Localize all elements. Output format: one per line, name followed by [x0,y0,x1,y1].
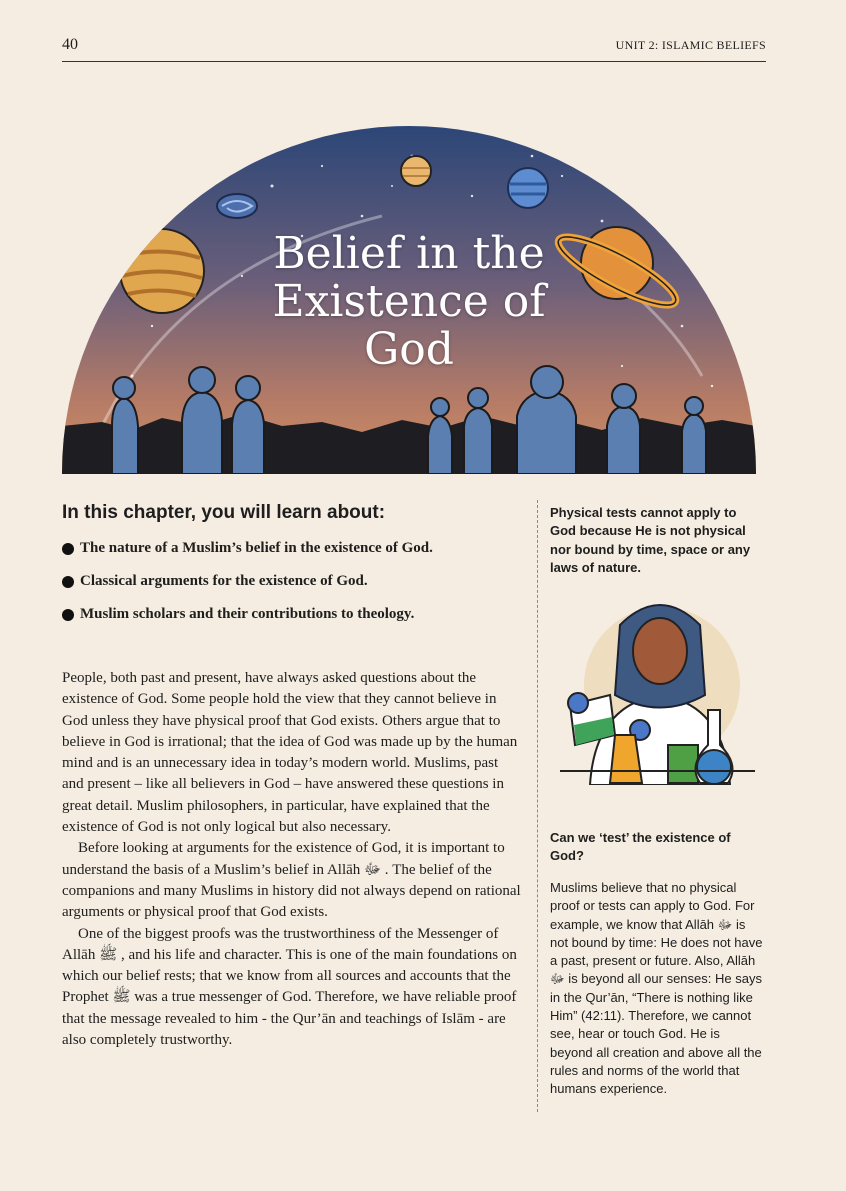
scientist-icon [550,585,755,785]
chapter-title [62,230,756,374]
planet-blue-icon [508,168,548,208]
hero-illustration [62,126,756,474]
scientist-illustration [550,585,755,785]
sidebar-callout: Physical tests cannot apply to God because He is not physical nor bound by time, space or any laws of nature. [550,505,751,575]
objective-text: Classical arguments for the existence of God. [80,573,368,589]
body-paragraph: People, both past and present, have always asked questions about the existence of God. Some people hold the view that they cannot believe in God unless they have physical proof that God exists. Others argue that to believe in God is irrational; that the idea of God was made up by the human mind and is an unnecessary idea in today’s modern world. Muslims, past and present – like all believers in God – have answered these questions in great detail. Muslim philosophers, in particular, have explained that the existence of God is not only logical but also necessary. [62,670,518,836]
chapter-title-line: God [364,324,454,375]
tree-line [62,414,756,474]
objective-text: The nature of a Muslim’s belief in the existence of God. [80,540,433,556]
bullet-icon [62,576,74,588]
column-divider [537,500,538,1112]
list-item [62,540,433,573]
unit-title: UNIT 2: ISLAMIC BELIEFS [615,38,766,52]
header-rule [62,61,766,62]
learning-objectives-heading: In this chapter, you will learn about: [62,502,386,523]
bullet-icon [62,609,74,621]
list-item [62,606,433,639]
sidebar-question: Can we ‘test’ the existence of God? [550,830,731,864]
planet-small-icon [401,156,431,186]
objective-text: Muslim scholars and their contributions to theology. [80,606,415,622]
body-paragraph: One of the biggest proofs was the trustworthiness of the Messenger of Allāh ﷺ , and his life and character. This is one of the main foundations on which our belief rests; that we know from all sources and accounts that the Prophet ﷺ was a true messenger of God. Therefore, we have reliable proof that the message revealed to him - the Qur’ān and teachings of Islām - are also completely trustworthy. [62,925,517,1049]
chapter-title-line: Belief in the [273,228,545,279]
learning-objectives-list [62,540,433,639]
body-paragraph: Before looking at arguments for the existence of God, it is important to understand the basis of a Muslim’s belief in Allāh ﷻ . The belief of the companions and many Muslims in history did not always depend on rational arguments or physical proof that God exists. [62,840,521,921]
galaxy-icon [217,194,257,218]
body-text [62,668,522,1051]
page-number: 40 [62,36,78,53]
sidebar-answer: Muslims believe that no physical proof or tests can apply to God. For example, we know that Allāh ﷻ is not bound by time: He does not have a past, present or future. Also, Allāh ﷻ is beyond all our senses: He says in the Qur’ān, “There is nothing like Him” (42:11). Therefore, we cannot see, hear or touch God. He is beyond all creation and above all the rules and norms of the world that humans experience. [550,880,763,1097]
chapter-title-line: Existence of [272,276,546,327]
bullet-icon [62,543,74,555]
list-item [62,573,433,606]
